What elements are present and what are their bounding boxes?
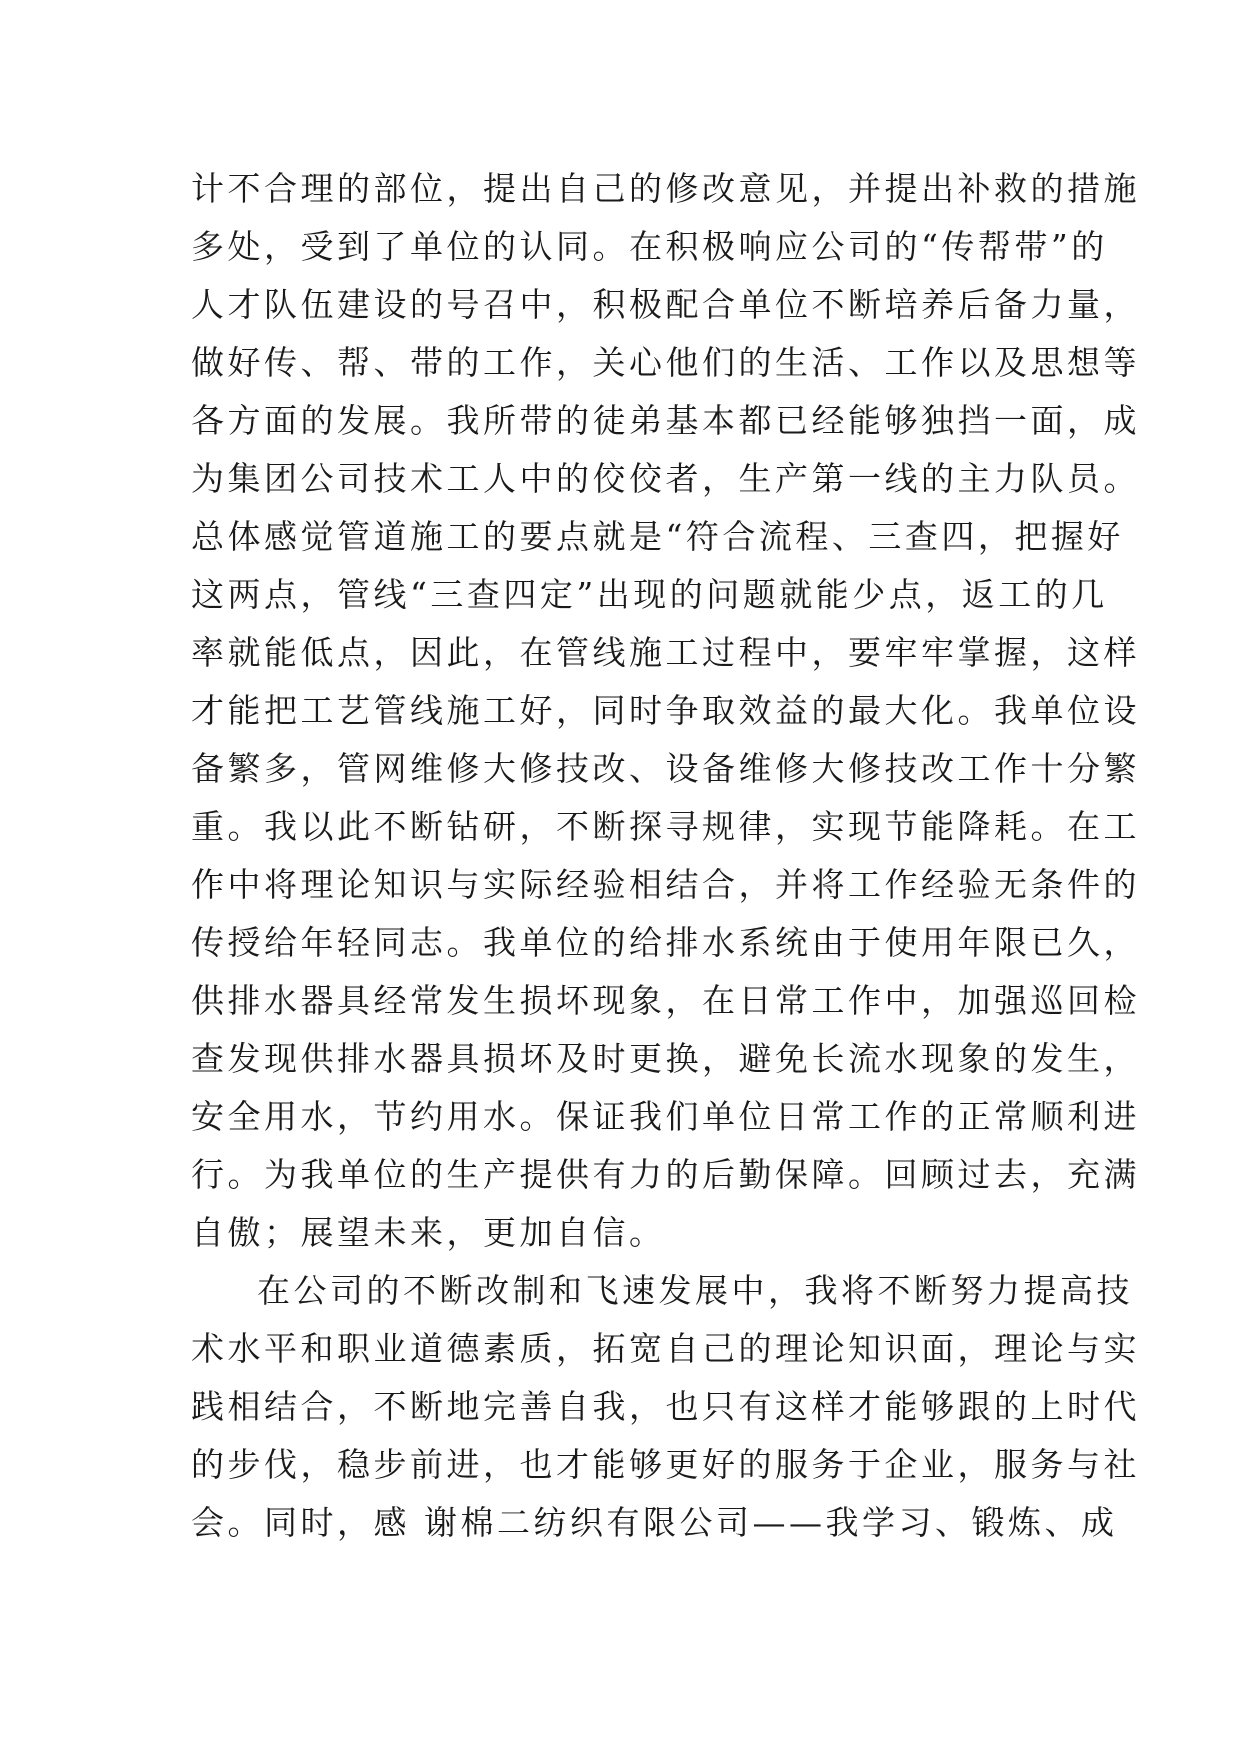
- text-line: 率就能低点，因此，在管线施工过程中，要牢牢掌握，这样: [191, 633, 1140, 672]
- text-line: 传授给年轻同志。我单位的给排水系统由于使用年限已久，: [191, 923, 1140, 962]
- text-line: 会。同时，感 谢棉二纺织有限公司——我学习、锻炼、成: [191, 1503, 1118, 1542]
- text-line: 术水平和职业道德素质，拓宽自己的理论知识面，理论与实: [191, 1329, 1140, 1368]
- text-line: 这两点，管线“三查四定”出现的问题就能少点，返工的几: [191, 575, 1108, 614]
- text-line: 的步伐，稳步前进，也才能够更好的服务于企业，服务与社: [191, 1445, 1140, 1484]
- text-line: 备繁多，管网维修大修技改、设备维修大修技改工作十分繁: [191, 749, 1140, 788]
- body-text: [191, 160, 1140, 1552]
- text-line: 自傲；展望未来，更加自信。: [191, 1213, 666, 1252]
- text-line: 重。我以此不断钻研，不断探寻规律，实现节能降耗。在工: [191, 807, 1140, 846]
- text-line: 安全用水，节约用水。保证我们单位日常工作的正常顺利进: [191, 1097, 1140, 1136]
- text-line: 践相结合，不断地完善自我，也只有这样才能够跟的上时代: [191, 1387, 1140, 1426]
- paragraph-first-line: 在公司的不断改制和飞速发展中，我将不断努力提高技: [257, 1271, 1133, 1310]
- text-line: 行。为我单位的生产提供有力的后勤保障。回顾过去，充满: [191, 1155, 1140, 1194]
- text-line: 供排水器具经常发生损坏现象，在日常工作中，加强巡回检: [191, 981, 1140, 1020]
- text-line: 作中将理论知识与实际经验相结合，并将工作经验无条件的: [191, 865, 1140, 904]
- text-line: 多处，受到了单位的认同。在积极响应公司的“传帮带”的: [191, 227, 1108, 266]
- text-line: 才能把工艺管线施工好，同时争取效益的最大化。我单位设: [191, 691, 1140, 730]
- text-line: 各方面的发展。我所带的徒弟基本都已经能够独挡一面，成: [191, 401, 1140, 440]
- text-line: 总体感觉管道施工的要点就是“符合流程、三查四，把握好: [191, 517, 1124, 556]
- text-line: 为集团公司技术工人中的佼佼者，生产第一线的主力队员。: [191, 459, 1140, 498]
- text-line: 查发现供排水器具损坏及时更换，避免长流水现象的发生，: [191, 1039, 1140, 1078]
- text-line: 人才队伍建设的号召中，积极配合单位不断培养后备力量，: [191, 285, 1140, 324]
- text-line: 计不合理的部位，提出自己的修改意见，并提出补救的措施: [191, 169, 1140, 208]
- text-line: 做好传、帮、带的工作，关心他们的生活、工作以及思想等: [191, 343, 1140, 382]
